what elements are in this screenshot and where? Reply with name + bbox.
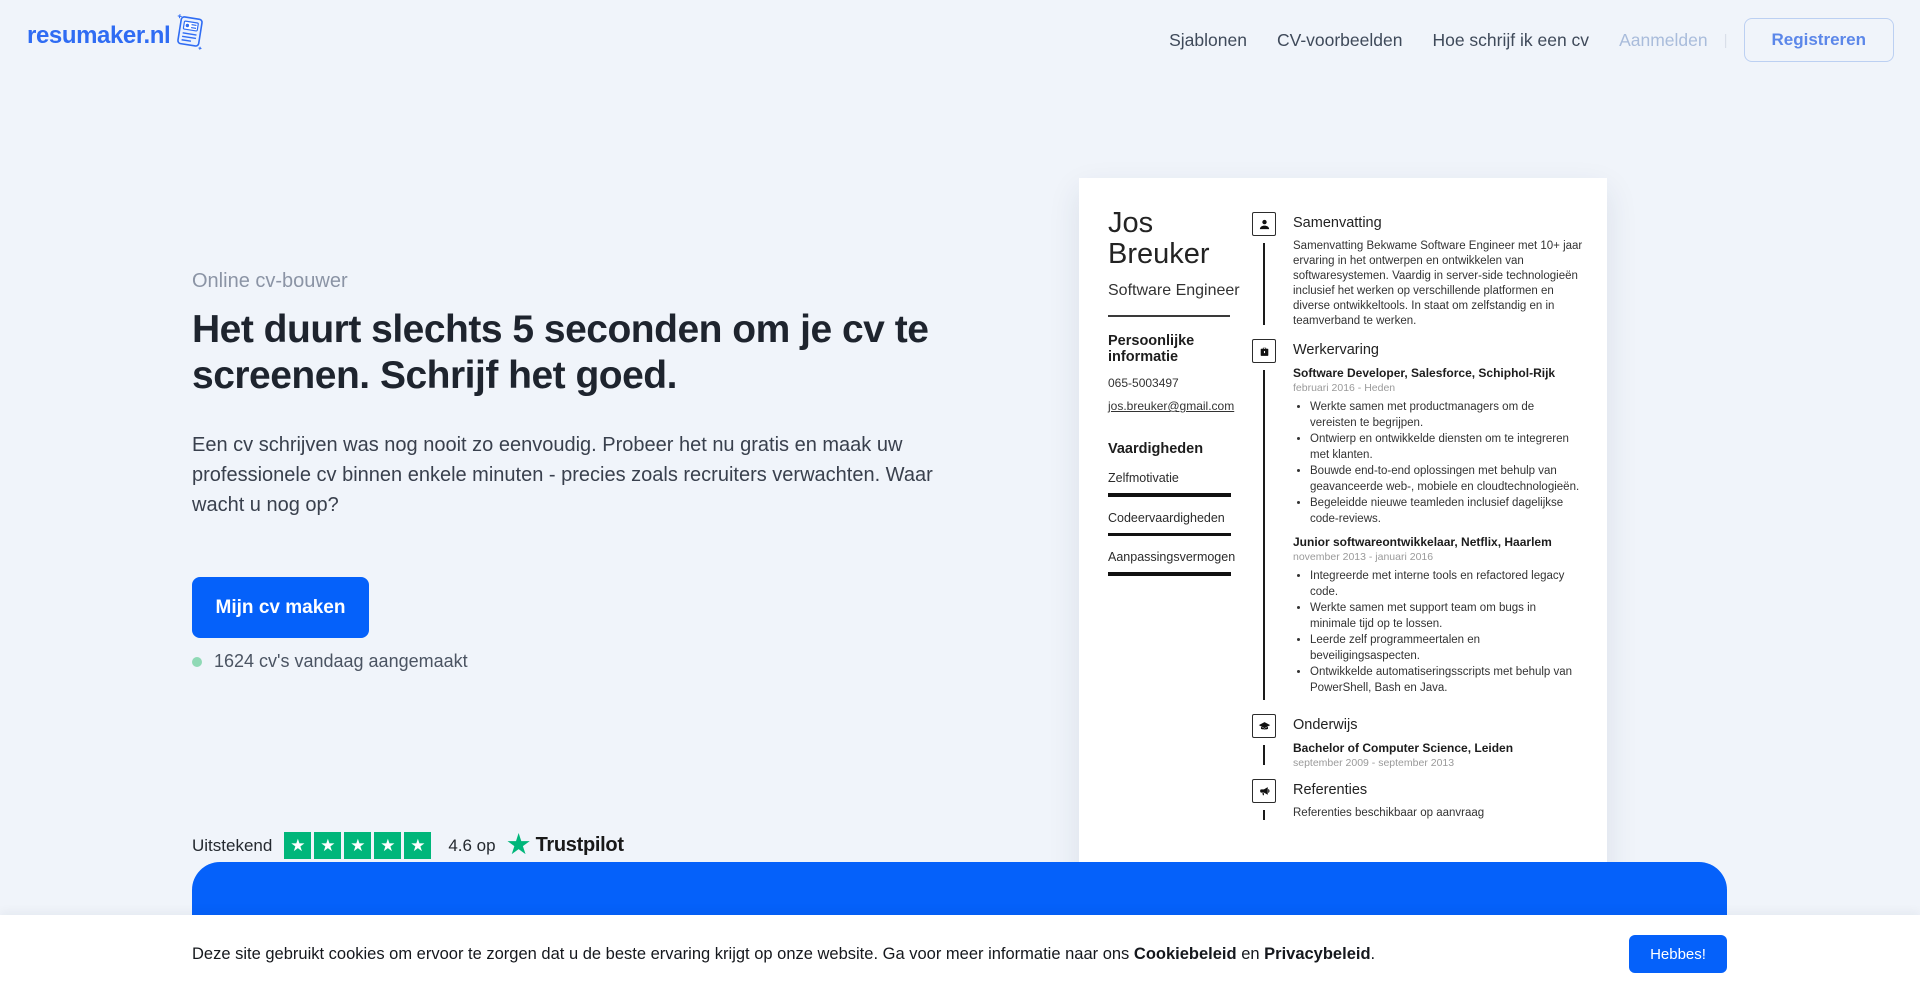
cv-job-bullets [1293, 400, 1583, 527]
person-icon [1252, 212, 1276, 236]
cv-job-bullet: • Bouwde end-to-end oplossingen met behulp van geavanceerde web-, mobiele en cloudtechnologieën. [1310, 464, 1583, 495]
cv-preview-card [1079, 178, 1607, 903]
cv-job-bullet: • Werkte samen met productmanagers om de vereisten te begrijpen. [1310, 400, 1583, 431]
main-nav [1139, 18, 1894, 62]
trustpilot-widget[interactable] [192, 832, 624, 859]
cv-skill-item [1108, 509, 1246, 537]
cv-counter [192, 651, 468, 672]
cookie-message [192, 945, 1375, 964]
trustpilot-score: 4.6 op [448, 835, 496, 855]
cv-divider [1108, 315, 1230, 317]
header [0, 0, 1920, 80]
cv-job-title: Software Developer, Salesforce, Schiphol-Rijk [1293, 366, 1556, 380]
resume-document-icon [171, 12, 209, 58]
cv-skill-item [1108, 469, 1246, 497]
timeline-line [1263, 370, 1265, 700]
cv-section-education [1251, 714, 1583, 769]
cv-summary-icon-col [1251, 212, 1277, 329]
hero-title: Het duurt slechts 5 seconden om je cv te screenen. Schrijf het goed. [192, 308, 929, 397]
cv-skill-bar [1108, 493, 1231, 497]
timeline-line [1263, 745, 1265, 765]
trustpilot-star-icon [344, 832, 371, 859]
trustpilot-star-icon [314, 832, 341, 859]
cv-skill-item [1108, 548, 1246, 576]
cv-name [1108, 208, 1246, 270]
cookie-policy-link[interactable]: Cookiebeleid [1133, 944, 1237, 963]
cv-right-column [1251, 212, 1583, 834]
live-dot-icon [192, 657, 202, 667]
cookie-accept-button[interactable]: Hebbes! [1629, 935, 1727, 973]
cv-experience-heading: Werkervaring [1293, 342, 1379, 358]
cv-skill-label: Zelfmotivatie [1108, 471, 1179, 485]
cv-job-bullet: • Integreerde met interne tools en refactored legacy code. [1310, 569, 1583, 600]
nav-item-sjablonen[interactable]: Sjablonen [1169, 29, 1247, 50]
trustpilot-star-icon [374, 832, 401, 859]
cv-skill-label: Codeervaardigheden [1108, 510, 1225, 525]
privacy-policy-link[interactable]: Privacybeleid [1264, 944, 1371, 963]
logo-text: resumaker.nl [27, 21, 171, 49]
cv-skills-list [1108, 469, 1246, 576]
cv-phone: 065-5003497 [1108, 376, 1179, 390]
cv-name-first: Jos [1108, 207, 1154, 239]
nav-item-cv-voorbeelden[interactable]: CV-voorbeelden [1276, 29, 1403, 50]
cv-education-icon-col [1251, 714, 1277, 769]
cv-job-entry [1293, 535, 1583, 696]
logo[interactable] [27, 16, 206, 55]
cookie-text-end: . [1370, 944, 1376, 963]
cv-skill-label: Aanpassingsvermogen [1108, 550, 1236, 564]
cv-summary-heading: Samenvatting [1293, 215, 1382, 231]
trustpilot-star-icon [404, 832, 431, 859]
cv-references-heading: Referenties [1293, 782, 1368, 798]
cv-references-text: Referenties beschikbaar op aanvraag [1293, 807, 1485, 819]
trustpilot-stars [284, 832, 434, 859]
briefcase-icon [1252, 339, 1276, 363]
cookie-text-start: Deze site gebruikt cookies om ervoor te zorgen dat u de beste ervaring krijgt op onze website. Ga voor meer informatie naar ons [192, 944, 1134, 963]
cv-email: jos.breuker@gmail.com [1108, 399, 1235, 413]
cv-education-heading: Onderwijs [1293, 717, 1358, 733]
cv-name-last: Breuker [1108, 238, 1210, 270]
signin-link[interactable]: Aanmelden [1619, 29, 1708, 50]
cv-job-bullet: • Begeleidde nieuwe teamleden inclusief dagelijkse code-reviews. [1310, 496, 1583, 527]
cv-job-bullet: • Ontwikkelde automatiseringsscripts met behulp van PowerShell, Bash en Java. [1310, 665, 1583, 696]
create-cv-button[interactable]: Mijn cv maken [192, 577, 369, 638]
cv-counter-text: 1624 cv's vandaag aangemaakt [214, 651, 468, 671]
hero-section [192, 0, 992, 900]
cv-skill-bar [1108, 533, 1231, 537]
cv-job-title: Junior softwareontwikkelaar, Netflix, Haarlem [1293, 535, 1552, 549]
timeline-line [1263, 810, 1265, 820]
cv-jobs-list [1293, 366, 1583, 696]
cv-job-period: november 2013 - januari 2016 [1293, 551, 1434, 563]
trustpilot-logo [506, 832, 624, 859]
hero-eyebrow: Online cv-bouwer [192, 270, 348, 292]
trustpilot-star-logo-icon [506, 832, 532, 859]
cv-personal-heading: Persoonlijke informatie [1108, 333, 1195, 365]
hero-description: Een cv schrijven was nog nooit zo eenvoudig. Probeer het nu gratis en maak uw professionele cv binnen enkele minuten - precies zoals recruiters verwachten. Waar wacht u nog op? [192, 434, 933, 516]
cv-degree-period: september 2009 - september 2013 [1293, 757, 1455, 769]
register-button[interactable]: Registreren [1744, 18, 1894, 62]
trustpilot-brand-text: Trustpilot [535, 834, 624, 856]
timeline-line [1263, 243, 1265, 325]
cv-references-icon-col [1251, 779, 1277, 824]
cookie-text-mid: en [1236, 944, 1265, 963]
cv-job-entry [1293, 366, 1583, 527]
cv-summary-text: Samenvatting Bekwame Software Engineer met 10+ jaar ervaring in het ontwerpen en ontwikkelen van softwaresystemen. Vaardig in server-side technologieën inclusief het werken op verschillende platformen en diverse ontwikkeltools. In staat om zelfstandig en in teamverband te werken. [1293, 240, 1583, 327]
nav-item-hoe-schrijf-ik-een-cv[interactable]: Hoe schrijf ik een cv [1432, 29, 1590, 50]
cookie-banner [0, 915, 1920, 993]
cv-job-bullets [1293, 569, 1583, 696]
cv-left-column [1108, 208, 1246, 576]
cv-job-bullet: • Ontwierp en ontwikkelde diensten om te integreren met klanten. [1310, 432, 1583, 463]
graduation-cap-icon [1252, 714, 1276, 738]
cv-job-period: februari 2016 - Heden [1293, 382, 1396, 394]
cv-skills-heading: Vaardigheden [1108, 441, 1204, 457]
cv-skill-bar [1108, 572, 1231, 576]
cv-section-references [1251, 779, 1583, 824]
nav-separator: | [1723, 31, 1728, 49]
cv-section-summary [1251, 212, 1583, 329]
trustpilot-star-icon [284, 832, 311, 859]
trustpilot-rating-label: Uitstekend [192, 835, 273, 855]
megaphone-icon [1252, 779, 1276, 803]
cv-section-experience [1251, 339, 1583, 704]
cv-job-bullet: • Leerde zelf programmeertalen en beveiligingsaspecten. [1310, 633, 1583, 664]
cv-job-bullet: • Werkte samen met support team om bugs in minimale tijd op te lossen. [1310, 601, 1583, 632]
cv-job-title: Software Engineer [1108, 282, 1240, 299]
cv-degree: Bachelor of Computer Science, Leiden [1293, 741, 1514, 755]
cv-experience-icon-col [1251, 339, 1277, 704]
